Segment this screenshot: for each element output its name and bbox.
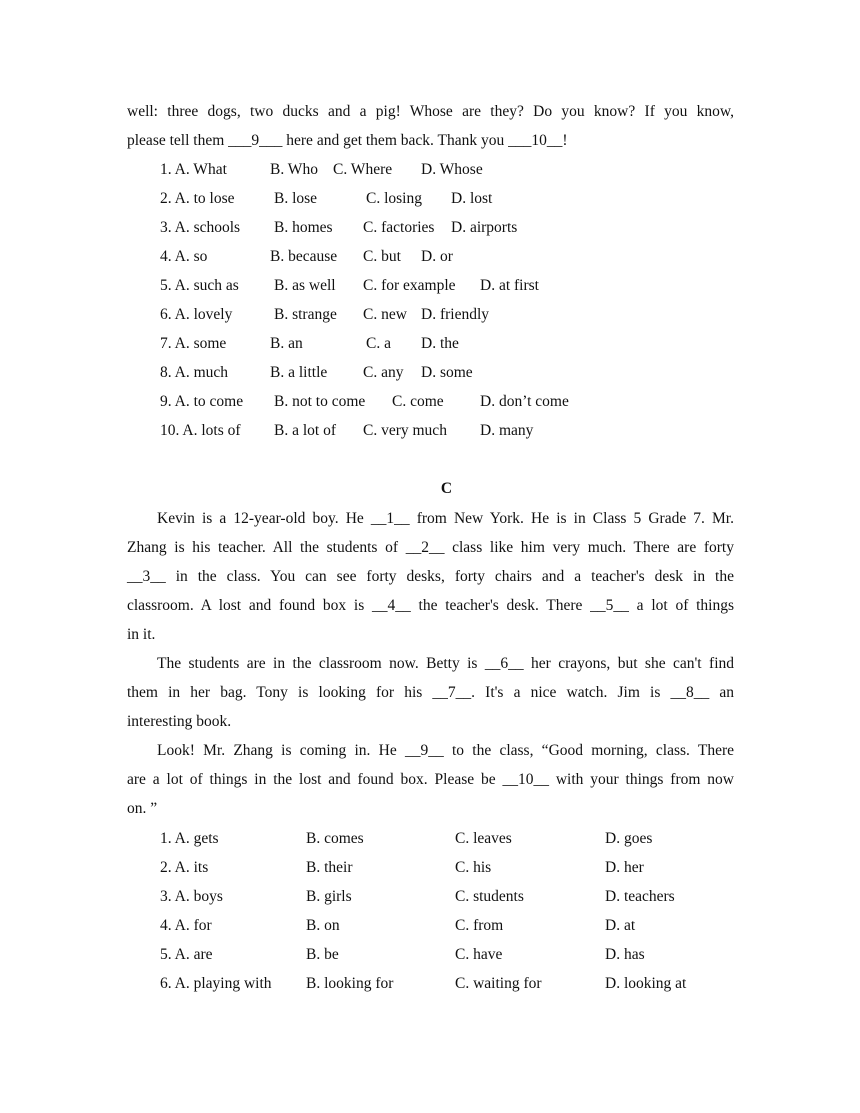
option-a: 4. A. for bbox=[160, 917, 212, 934]
option-b: B. be bbox=[306, 946, 339, 963]
option-a: 1. A. What bbox=[160, 161, 227, 178]
option-c: C. leaves bbox=[455, 830, 512, 847]
option-a: 8. A. much bbox=[160, 364, 229, 381]
option-d: D. the bbox=[421, 335, 459, 352]
option-a: 9. A. to come bbox=[160, 393, 244, 410]
passage-line: in it. bbox=[127, 626, 156, 643]
option-a: 3. A. schools bbox=[160, 219, 241, 236]
passage-line: Zhang is his teacher. All the students of __2__ class like him very much. There are forty bbox=[127, 539, 734, 556]
option-c: C. students bbox=[455, 888, 524, 905]
option-c: C. for example bbox=[363, 277, 456, 294]
option-a: 7. A. some bbox=[160, 335, 227, 352]
passage-line: on. ” bbox=[127, 800, 158, 817]
option-d: D. teachers bbox=[605, 888, 675, 905]
passage-line: interesting book. bbox=[127, 713, 232, 730]
option-c: C. Where bbox=[333, 161, 393, 178]
option-b: B. as well bbox=[274, 277, 336, 294]
option-c: C. any bbox=[363, 364, 404, 381]
option-c: C. factories bbox=[363, 219, 435, 236]
option-d: D. airports bbox=[451, 219, 518, 236]
option-d: D. goes bbox=[605, 830, 653, 847]
passage-line: are a lot of things in the lost and found box. Please be __10__ with your things from now bbox=[127, 771, 734, 788]
passage-line: them in her bag. Tony is looking for his __7__. It's a nice watch. Jim is __8__ an bbox=[127, 684, 734, 701]
option-d: D. some bbox=[421, 364, 473, 381]
option-b: B. comes bbox=[306, 830, 364, 847]
option-b: B. looking for bbox=[306, 975, 394, 992]
option-a: 2. A. to lose bbox=[160, 190, 235, 207]
option-d: D. Whose bbox=[421, 161, 483, 178]
option-b: B. a lot of bbox=[274, 422, 336, 439]
option-b: B. girls bbox=[306, 888, 352, 905]
option-b: B. on bbox=[306, 917, 340, 934]
option-b: B. their bbox=[306, 859, 353, 876]
option-a: 5. A. are bbox=[160, 946, 213, 963]
passage-line: classroom. A lost and found box is __4__ the teacher's desk. There __5__ a lot of things bbox=[127, 597, 734, 614]
option-a: 1. A. gets bbox=[160, 830, 219, 847]
option-b: B. a little bbox=[270, 364, 328, 381]
option-a: 10. A. lots of bbox=[160, 422, 241, 439]
option-b: B. not to come bbox=[274, 393, 366, 410]
option-d: D. lost bbox=[451, 190, 493, 207]
option-a: 2. A. its bbox=[160, 859, 209, 876]
option-c: C. his bbox=[455, 859, 492, 876]
option-b: B. an bbox=[270, 335, 303, 352]
option-c: C. but bbox=[363, 248, 401, 265]
option-d: D. her bbox=[605, 859, 644, 876]
option-c: C. a bbox=[366, 335, 391, 352]
passage-line: Kevin is a 12-year-old boy. He __1__ from New York. He is in Class 5 Grade 7. Mr. bbox=[157, 510, 734, 527]
option-d: D. at bbox=[605, 917, 636, 934]
option-a: 6. A. lovely bbox=[160, 306, 233, 323]
option-c: C. have bbox=[455, 946, 503, 963]
passage-line: The students are in the classroom now. Betty is __6__ her crayons, but she can't find bbox=[157, 655, 734, 672]
intro-line: please tell them ___9___ here and get them back. Thank you ___10__! bbox=[127, 132, 568, 149]
option-d: D. many bbox=[480, 422, 534, 439]
option-c: C. very much bbox=[363, 422, 447, 439]
option-c: C. losing bbox=[366, 190, 422, 207]
option-b: B. strange bbox=[274, 306, 337, 323]
option-a: 4. A. so bbox=[160, 248, 208, 265]
option-c: C. new bbox=[363, 306, 407, 323]
passage-line: Look! Mr. Zhang is coming in. He __9__ to the class, “Good morning, class. There bbox=[157, 742, 734, 759]
option-a: 6. A. playing with bbox=[160, 975, 272, 992]
option-c: C. from bbox=[455, 917, 504, 934]
option-b: B. lose bbox=[274, 190, 318, 207]
option-a: 3. A. boys bbox=[160, 888, 223, 905]
option-b: B. because bbox=[270, 248, 338, 265]
intro-line: well: three dogs, two ducks and a pig! Whose are they? Do you know? If you know, bbox=[127, 103, 734, 120]
option-c: C. waiting for bbox=[455, 975, 542, 992]
option-d: D. looking at bbox=[605, 975, 687, 992]
option-c: C. come bbox=[392, 393, 444, 410]
section-heading: C bbox=[440, 480, 453, 497]
option-d: D. or bbox=[421, 248, 453, 265]
option-d: D. has bbox=[605, 946, 645, 963]
option-b: B. homes bbox=[274, 219, 333, 236]
option-b: B. Who bbox=[270, 161, 318, 178]
passage-line: __3__ in the class. You can see forty desks, forty chairs and a teacher's desk in the bbox=[127, 568, 734, 585]
option-d: D. don’t come bbox=[480, 393, 569, 410]
option-d: D. friendly bbox=[421, 306, 490, 323]
option-a: 5. A. such as bbox=[160, 277, 239, 294]
option-d: D. at first bbox=[480, 277, 539, 294]
